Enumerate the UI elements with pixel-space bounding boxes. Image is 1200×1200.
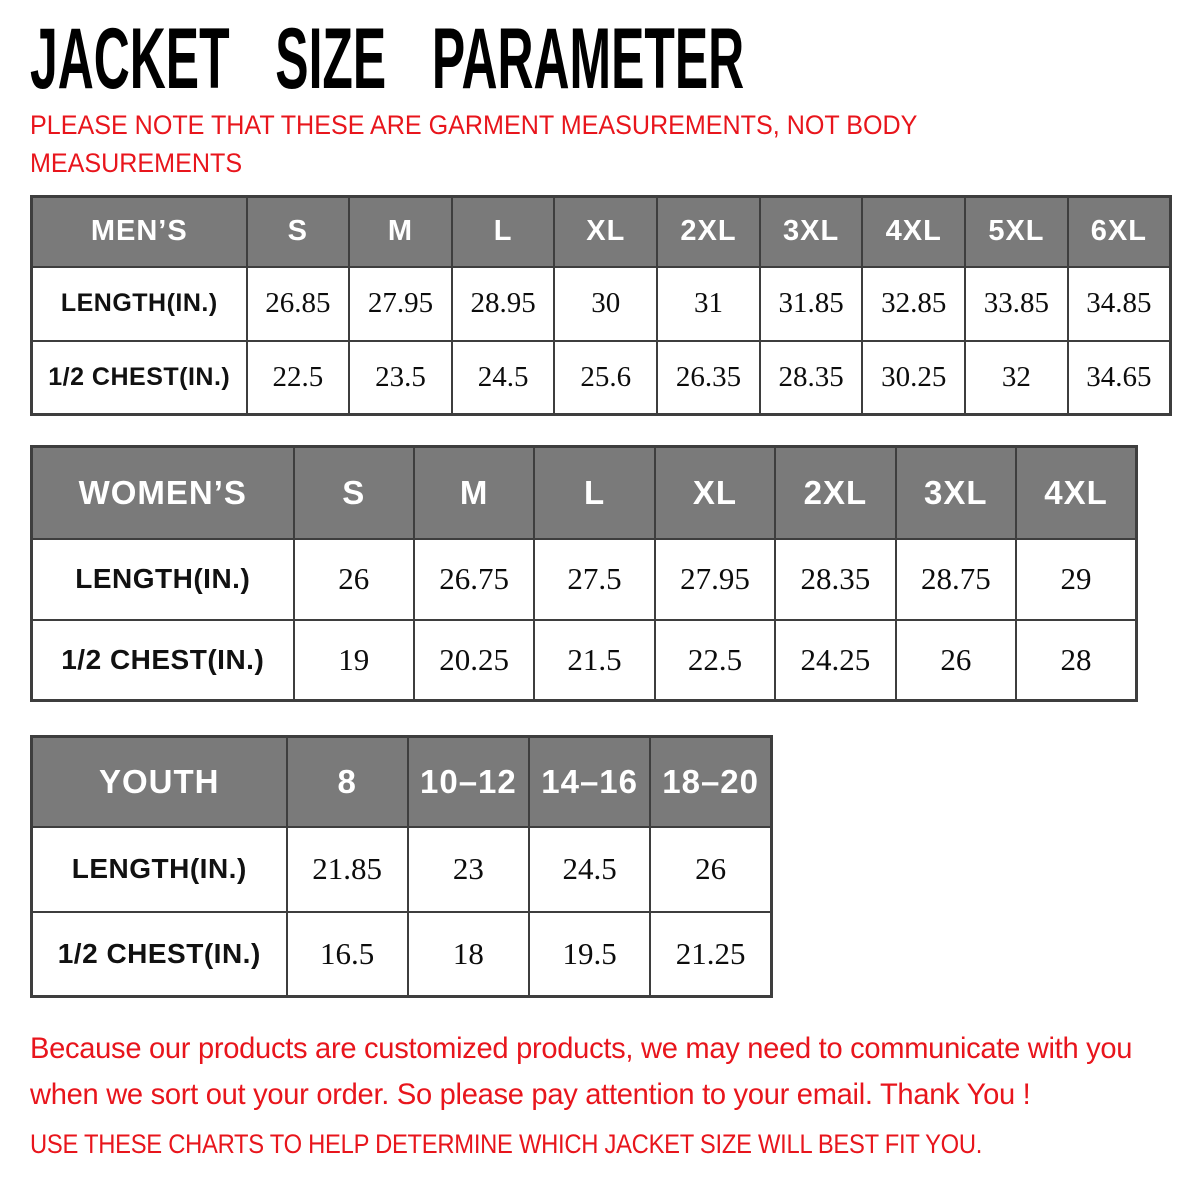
measurement-value-cell: 18 (408, 912, 529, 997)
womens-category-header: WOMEN’S (32, 447, 294, 539)
size-header-cell: 6XL (1068, 197, 1171, 267)
measurement-value-cell: 33.85 (965, 267, 1068, 341)
measurement-value-cell: 19 (294, 620, 414, 701)
measurement-value-cell: 27.95 (349, 267, 452, 341)
youth-size-table-section (30, 735, 773, 998)
measurement-row (32, 620, 1137, 701)
page-title: JACKET SIZE PARAMETER (30, 11, 745, 107)
size-header-cell: XL (655, 447, 775, 539)
measurement-value-cell: 19.5 (529, 912, 650, 997)
size-header-cell: S (247, 197, 350, 267)
measurement-value-cell: 27.5 (534, 539, 654, 620)
size-header-cell: 8 (287, 737, 408, 827)
garment-measurement-note (30, 106, 917, 182)
measurement-value-cell: 16.5 (287, 912, 408, 997)
size-header-cell: 10–12 (408, 737, 529, 827)
measurement-value-cell: 26 (294, 539, 414, 620)
size-header-cell: M (349, 197, 452, 267)
measurement-value-cell: 26.75 (414, 539, 534, 620)
measurement-value-cell: 32.85 (862, 267, 965, 341)
measurement-value-cell: 34.65 (1068, 341, 1171, 415)
measurement-value-cell: 28 (1016, 620, 1136, 701)
size-header-cell: XL (554, 197, 657, 267)
measurement-row (32, 539, 1137, 620)
measurement-value-cell: 34.85 (1068, 267, 1171, 341)
measurement-value-cell: 31.85 (760, 267, 863, 341)
measurement-row (32, 341, 1171, 415)
size-header-cell: 3XL (896, 447, 1016, 539)
size-header-cell: 4XL (1016, 447, 1136, 539)
size-header-cell: L (534, 447, 654, 539)
womens-size-table-section (30, 445, 1138, 702)
youth-category-header: YOUTH (32, 737, 287, 827)
measurement-row (32, 827, 772, 912)
measurement-value-cell: 32 (965, 341, 1068, 415)
size-header-cell: 18–20 (650, 737, 771, 827)
measurement-value-cell: 28.75 (896, 539, 1016, 620)
measurement-value-cell: 26 (650, 827, 771, 912)
size-header-cell: L (452, 197, 555, 267)
size-header-cell: 14–16 (529, 737, 650, 827)
row-label-cell: LENGTH(IN.) (32, 267, 247, 341)
measurement-value-cell: 26.85 (247, 267, 350, 341)
measurement-value-cell: 27.95 (655, 539, 775, 620)
size-header-cell: 3XL (760, 197, 863, 267)
measurement-value-cell: 24.5 (529, 827, 650, 912)
measurement-value-cell: 30.25 (862, 341, 965, 415)
size-header-cell: M (414, 447, 534, 539)
row-label-cell: 1/2 CHEST(IN.) (32, 620, 294, 701)
size-header-cell: 4XL (862, 197, 965, 267)
note-line-1: PLEASE NOTE THAT THESE ARE GARMENT MEASUREMENTS, NOT BODY (30, 110, 918, 140)
mens-size-table (30, 195, 1172, 416)
measurement-value-cell: 24.5 (452, 341, 555, 415)
row-label-cell: LENGTH(IN.) (32, 827, 287, 912)
measurement-value-cell: 28.95 (452, 267, 555, 341)
row-label-cell: 1/2 CHEST(IN.) (32, 341, 247, 415)
note-line-2: MEASUREMENTS (30, 148, 243, 178)
measurement-row (32, 912, 772, 997)
customization-notice (30, 1026, 1132, 1118)
size-header-cell: 2XL (657, 197, 760, 267)
measurement-value-cell: 21.25 (650, 912, 771, 997)
measurement-value-cell: 28.35 (760, 341, 863, 415)
youth-size-table (30, 735, 773, 998)
measurement-value-cell: 30 (554, 267, 657, 341)
fit-advice-line: USE THESE CHARTS TO HELP DETERMINE WHICH JACKET SIZE WILL BEST FIT YOU. (30, 1129, 983, 1159)
mens-size-table-section (30, 195, 1172, 416)
row-label-cell: LENGTH(IN.) (32, 539, 294, 620)
size-header-row (32, 737, 772, 827)
measurement-value-cell: 31 (657, 267, 760, 341)
row-label-cell: 1/2 CHEST(IN.) (32, 912, 287, 997)
notice-line-1: Because our products are customized products, we may need to communicate with you (30, 1032, 1133, 1065)
measurement-value-cell: 23.5 (349, 341, 452, 415)
measurement-value-cell: 24.25 (775, 620, 895, 701)
measurement-value-cell: 21.5 (534, 620, 654, 701)
size-header-row (32, 447, 1137, 539)
measurement-value-cell: 25.6 (554, 341, 657, 415)
size-header-cell: 5XL (965, 197, 1068, 267)
measurement-value-cell: 26 (896, 620, 1016, 701)
measurement-value-cell: 26.35 (657, 341, 760, 415)
measurement-value-cell: 28.35 (775, 539, 895, 620)
measurement-value-cell: 20.25 (414, 620, 534, 701)
measurement-value-cell: 21.85 (287, 827, 408, 912)
size-header-cell: S (294, 447, 414, 539)
size-header-cell: 2XL (775, 447, 895, 539)
measurement-value-cell: 22.5 (247, 341, 350, 415)
size-header-row (32, 197, 1171, 267)
measurement-value-cell: 29 (1016, 539, 1136, 620)
notice-line-2: when we sort out your order. So please pay attention to your email. Thank You ! (30, 1078, 1031, 1111)
measurement-row (32, 267, 1171, 341)
mens-category-header: MEN’S (32, 197, 247, 267)
womens-size-table (30, 445, 1138, 702)
measurement-value-cell: 23 (408, 827, 529, 912)
measurement-value-cell: 22.5 (655, 620, 775, 701)
